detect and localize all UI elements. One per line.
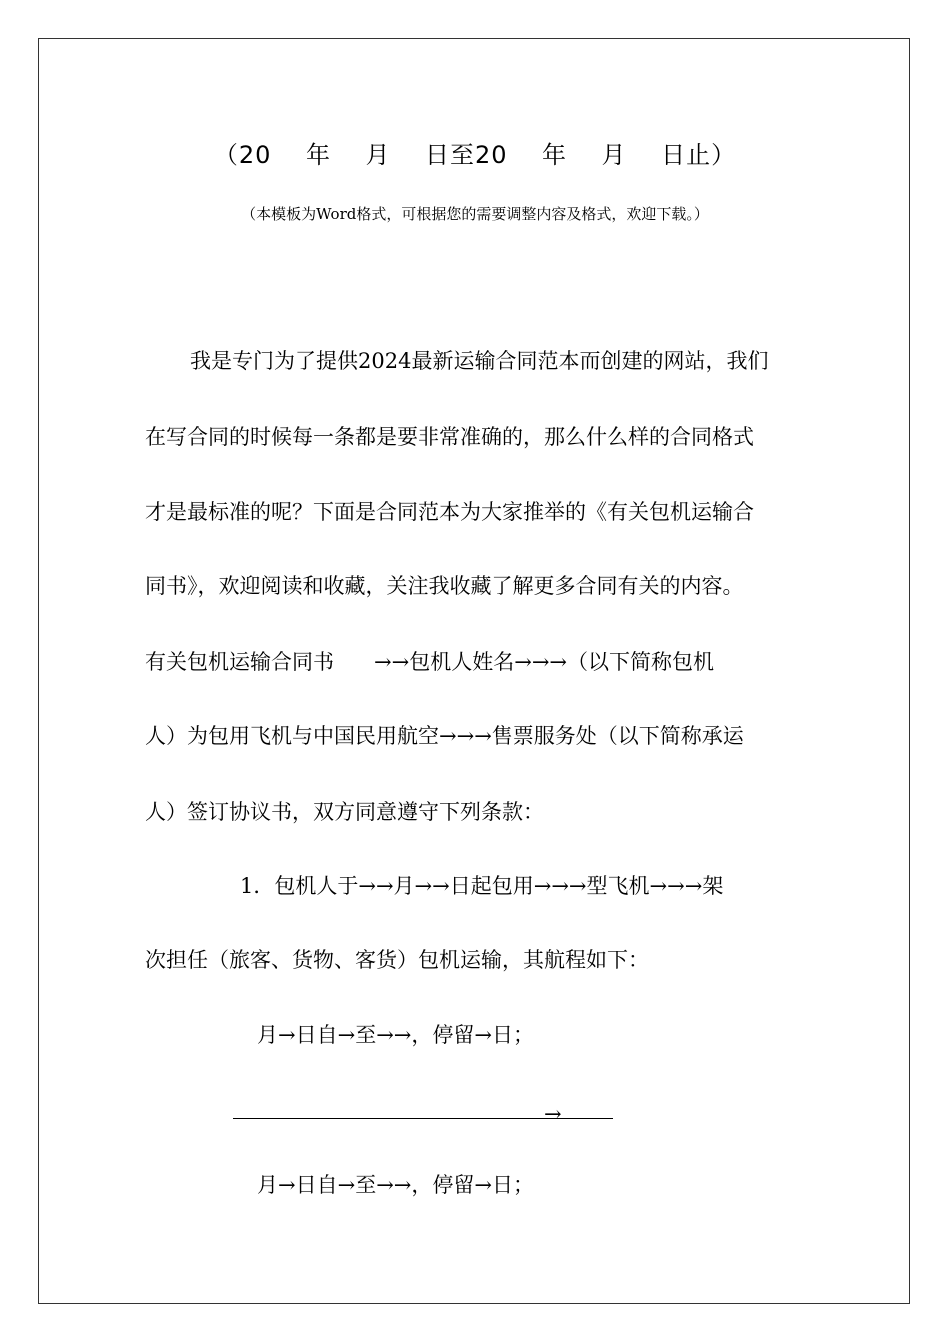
paragraph-line: 在写合同的时候每一条都是要非常准确的，那么什么样的合同格式	[145, 425, 754, 449]
route-line: 月→日自→至→→，停留→日；	[257, 1023, 534, 1047]
route-line: 月→日自→至→→，停留→日；	[257, 1173, 534, 1197]
template-note: （本模板为Word格式，可根据您的需要调整内容及格式，欢迎下载。）	[241, 205, 709, 223]
clause-line: 次担任（旅客、货物、客货）包机运输，其航程如下：	[145, 948, 649, 972]
paragraph-line: 同书》，欢迎阅读和收藏，关注我收藏了解更多合同有关的内容。	[145, 574, 744, 598]
paragraph-line: 才是最标准的呢？下面是合同范本为大家推举的《有关包机运输合	[145, 500, 754, 524]
clause-line: 1．包机人于→→月→→日起包用→→→型飞机→→→架	[240, 874, 724, 898]
date-range-title: （20 年 月 日至20 年 月 日止）	[213, 141, 737, 169]
paragraph-line: 我是专门为了提供2024最新运输合同范本而创建的网站，我们	[190, 349, 769, 373]
paragraph-line: 人）签订协议书，双方同意遵守下列条款：	[145, 800, 544, 824]
arrow-marker: →	[544, 1102, 562, 1126]
paragraph-line: 人）为包用飞机与中国民用航空→→→售票服务处（以下简称承运	[145, 724, 744, 748]
paragraph-line: 有关包机运输合同书 →→包机人姓名→→→（以下简称包机	[145, 650, 715, 674]
